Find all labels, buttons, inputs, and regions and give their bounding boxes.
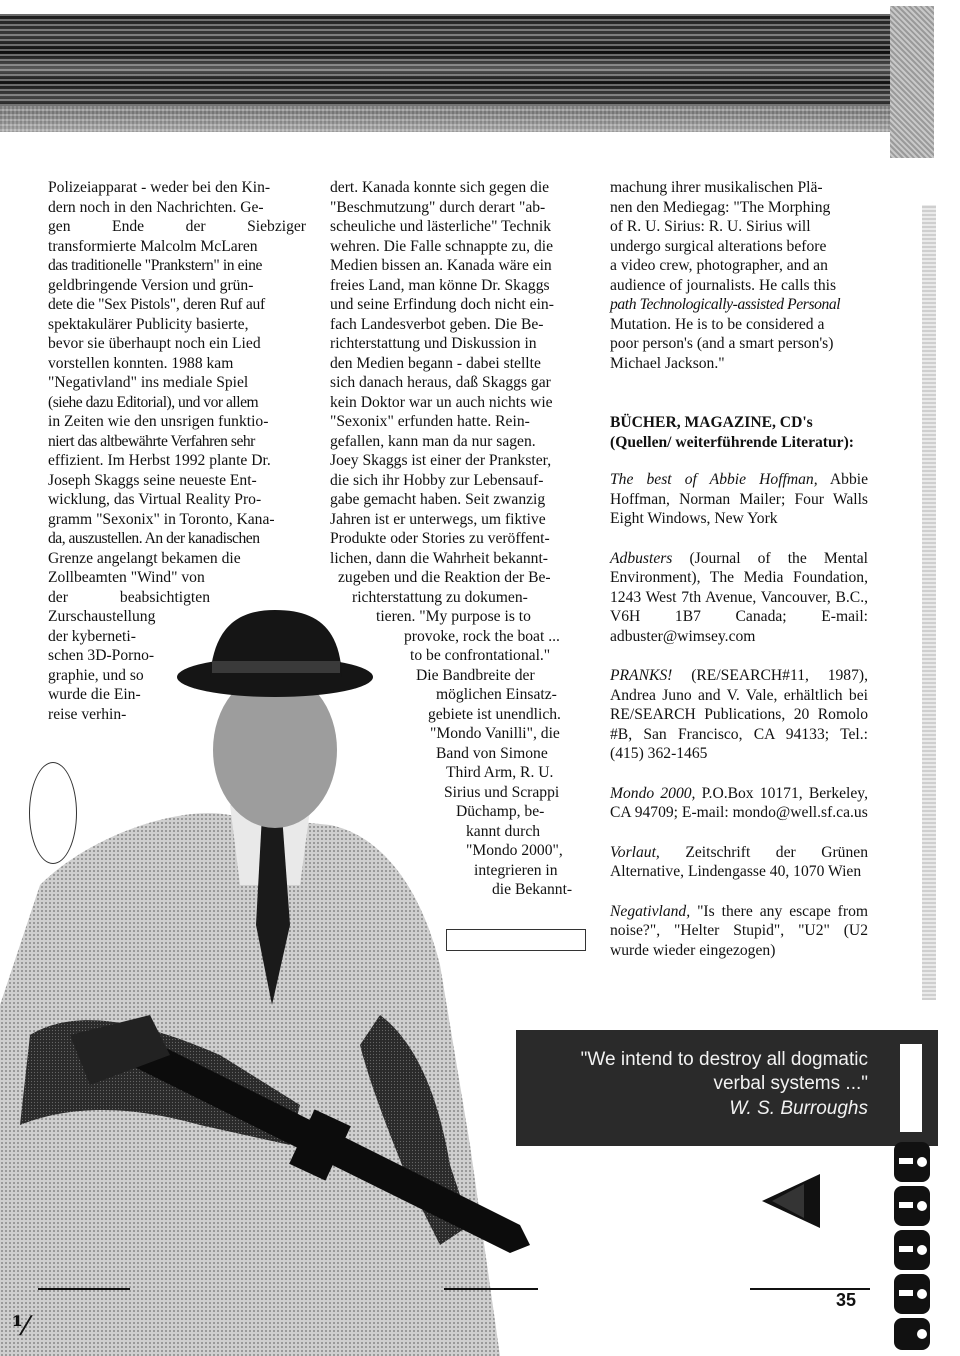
text-line: der beabsichtigten (48, 588, 210, 606)
reference-details: (RE/SEARCH#11, 1987), Andrea Juno and V. Vale, erhältlich bei RE/SEARCH Publications, 20 Romolo #B, San Francisco, CA 94133; Tel.: (415) 362-1465 (610, 667, 868, 762)
quote-text: "We intend to destroy all dogmatic verbal systems ..." (580, 1049, 868, 1094)
text-line: (siehe dazu Editorial), und vor allem (48, 393, 259, 411)
text-line: tieren. "My purpose is to (376, 608, 531, 625)
text-line: audience of journalists. He calls this (610, 276, 837, 294)
text-line: Mutation. He is to be considered a (610, 315, 825, 333)
text-line: "Sexonix" erfunden hatte. Rein- (330, 413, 530, 430)
header-banner (0, 14, 894, 132)
text-line: niert das altbewährte Verfahren sehr (48, 432, 255, 450)
text-line: graphie, und so (48, 666, 144, 684)
reference-item (610, 549, 868, 647)
reference-title: PRANKS! (610, 667, 673, 684)
text-line: wehren. Die Falle schnappte zu, die (330, 237, 553, 255)
text-line: effizient. Im Herbst 1992 plante Dr. (48, 452, 271, 469)
quote-bar (900, 1044, 922, 1132)
side-decoration-top (890, 6, 934, 158)
arrow-left-icon (760, 1170, 822, 1232)
reference-details: P.O.Box 10171, Berkeley, CA 94709; E-mail: mondo@well.sf.ca.us (610, 784, 868, 821)
references (610, 413, 868, 960)
text-line: gramm "Sexonix" in Toronto, Kana- (48, 510, 275, 528)
text-line: zugeben und die Reaktion der Be- (338, 569, 551, 586)
text-line: dern noch in den Nachrichten. Ge- (48, 198, 264, 216)
reference-title: Negativland, (610, 902, 691, 920)
text-line: Die Bandbreite der (416, 666, 535, 684)
reference-item (610, 666, 868, 764)
text-line: wicklung, das Virtual Reality Pro- (48, 491, 262, 508)
text-line: scheuliche und lästerliche" Technik (330, 218, 552, 235)
text-line: Third Arm, R. U. (446, 764, 554, 781)
text-line: möglichen Einsatz- (436, 686, 557, 703)
text-line: den Medien begann - dabei stellte (330, 354, 541, 372)
text-line: Sirius und Scrappi (444, 783, 560, 801)
footer-rule (38, 1288, 130, 1290)
text-line: Düchamp, be- (456, 803, 545, 820)
text-line: die Bekannt- (492, 881, 573, 898)
text-column-1 (48, 178, 306, 724)
text-line: Zurschaustellung (48, 608, 156, 625)
text-line: kannt durch (466, 822, 541, 840)
reference-item (610, 843, 868, 882)
text-line: das traditionelle "Prankstern" in eine (48, 257, 263, 274)
reference-title: The best of Abbie Hoffman, (610, 471, 818, 488)
text-line: gen Ende der Siebziger (48, 218, 306, 235)
text-line: "Mondo 2000", (466, 842, 563, 859)
text-line: Grenze angelangt bekamen die (48, 549, 241, 567)
reference-details: Abbie Hoffman, Norman Mailer; Four Walls Eight Windows, New York (610, 471, 868, 527)
reference-details: Zeitschrift der Grünen Alternative, Lindengasse 40, 1070 Wien (610, 843, 868, 880)
corner-mark: ⅟ (12, 1312, 28, 1341)
text-column-3 (610, 178, 868, 980)
text-line: Band von Simone (436, 744, 548, 762)
text-column-2 (330, 178, 586, 900)
reference-title: Vorlaut, (610, 843, 660, 861)
text-line: gefallen, kann man da nur sagen. (330, 432, 536, 450)
text-line: sich danach heraus, daß Skaggs gar (330, 374, 551, 391)
text-line: reise verhin- (48, 705, 127, 723)
quote-author: W. S. Burroughs (729, 1098, 868, 1119)
text-line: in Zeiten wie den unsrigen funktio- (48, 413, 269, 430)
text-line: spektakulärer Publicity basierte, (48, 315, 249, 333)
text-line: of R. U. Sirius: R. U. Sirius will (610, 218, 811, 235)
text-line: dert. Kanada konnte sich gegen die (330, 179, 550, 196)
text-line: path Technologically-assisted Personal (610, 296, 841, 313)
text-line: und seine Erfindung doch nicht ein- (330, 296, 554, 313)
text-line: lichen, dann die Wahrheit bekannt- (330, 549, 548, 567)
text-line: bevor sie überhaupt noch ein Lied (48, 335, 261, 352)
footer-rule (444, 1288, 538, 1290)
references-heading: BÜCHER, MAGAZINE, CD's (Quellen/ weiterführende Literatur): (610, 414, 854, 451)
text-line: schen 3D-Porno- (48, 647, 155, 664)
text-line: gabe gemacht haben. Seit zwanzig (330, 491, 546, 508)
text-line: nen den Mediegag: "The Morphing (610, 198, 831, 216)
text-line: machung ihrer musikalischen Plä- (610, 179, 823, 196)
text-line: richterstattung zu dokumen- (352, 588, 528, 606)
text-line: da, auszustellen. An der kanadischen (48, 530, 260, 547)
text-line: richterstattung und Diskussion in (330, 335, 537, 352)
text-line: vorstellen konnten. 1988 kam (48, 354, 234, 372)
text-line: dete die "Sex Pistols", deren Ruf auf (48, 296, 265, 313)
chain-icon (886, 1140, 938, 1352)
text-line: Jahren ist er unterwegs, um fiktive (330, 510, 546, 528)
reference-title: Adbusters (610, 549, 673, 567)
text-line: fach Landesverbot geben. Die Be- (330, 315, 544, 333)
text-line: Produkte oder Stories zu veröffent- (330, 530, 550, 547)
text-line: "Beschmutzung" durch derart "ab- (330, 198, 546, 216)
text-line: transformierte Malcolm McLaren (48, 237, 258, 255)
text-line: die sich ihr Hobby zur Lebensauf- (330, 471, 544, 489)
text-line: undergo surgical alterations before (610, 237, 827, 255)
text-line: "Mondo Vanilli", die (430, 725, 560, 742)
reference-details: "Is there any escape from noise?", "Helter Stupid", "U2" (U2 wurde wieder eingezogen) (610, 902, 868, 959)
page-number: 35 (836, 1290, 857, 1310)
text-line: gebiete ist unendlich. (428, 705, 561, 723)
text-line: Medien bissen an. Kanada wäre ein (330, 257, 552, 274)
text-line: integrieren in (474, 861, 558, 879)
text-line: der kyberneti- (48, 627, 136, 645)
text-line: poor person's (and a smart person's) (610, 335, 834, 352)
text-line: to be confrontational." (410, 647, 551, 664)
text-line: Polizeiapparat - weder bei den Kin- (48, 179, 271, 196)
reference-details: (Journal of the Mental Environment), The Media Foundation, 1243 West 7th Avenue, Vancouver, B.C., V6H 1B7 Canada; E-mail: adbuster@wimsey.com (610, 549, 868, 645)
text-line: geldbringende Version und grün- (48, 276, 254, 294)
empty-box (446, 929, 586, 951)
text-line: Zollbeamten "Wind" von (48, 569, 205, 586)
quote-box (516, 1030, 938, 1146)
reference-item (610, 470, 868, 529)
text-line: "Negativland" ins mediale Spiel (48, 374, 249, 391)
text-line: Joey Skaggs ist einer der Prankster, (330, 452, 552, 469)
reference-title: Mondo 2000, (610, 784, 696, 802)
text-line: Michael Jackson." (610, 354, 725, 372)
reference-item (610, 784, 868, 823)
text-line: freies Land, man könne Dr. Skaggs (330, 276, 550, 294)
side-decoration-right (922, 205, 936, 1000)
text-line: a video crew, photographer, and an (610, 257, 828, 274)
text-line: provoke, rock the boat ... (404, 627, 560, 645)
text-line: kein Doktor war un auch nichts wie (330, 393, 553, 411)
oval-frame (29, 762, 77, 864)
text-line: wurde die Ein- (48, 686, 141, 703)
text-line: Joseph Skaggs seine neueste Ent- (48, 471, 257, 489)
reference-item (610, 902, 868, 961)
